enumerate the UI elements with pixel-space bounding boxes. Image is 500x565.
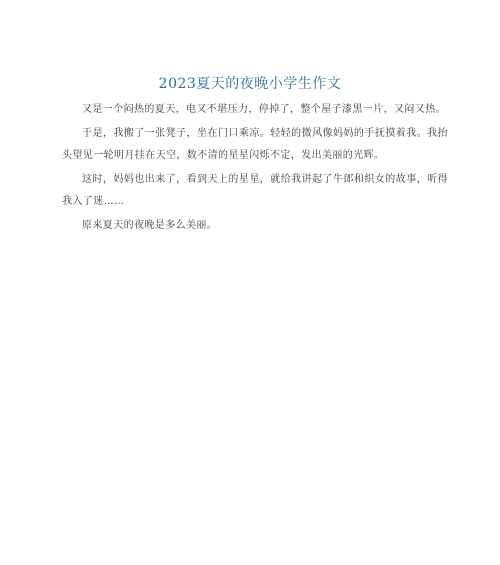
paragraph-4: 原来夏天的夜晚是多么美丽。	[82, 220, 218, 231]
document-body	[62, 99, 448, 239]
paragraph-3: 这时，妈妈也出来了，看到天上的星星，就给我讲起了牛郎和织女的故事，听得我入了迷……	[62, 174, 448, 207]
paragraph-2: 于是，我搬了一张凳子，坐在门口乘凉。轻轻的微风像妈妈的手抚摸着我。我抬头望见一轮明月挂在天空，数不清的星星闪烁不定，发出美丽的光辉。	[62, 128, 448, 161]
paragraph-1: 又是一个闷热的夏天，电又不堪压力，停掉了，整个屋子漆黑一片，又闷又热。	[82, 104, 446, 115]
document-title: 2023夏天的夜晚小学生作文	[158, 76, 342, 92]
